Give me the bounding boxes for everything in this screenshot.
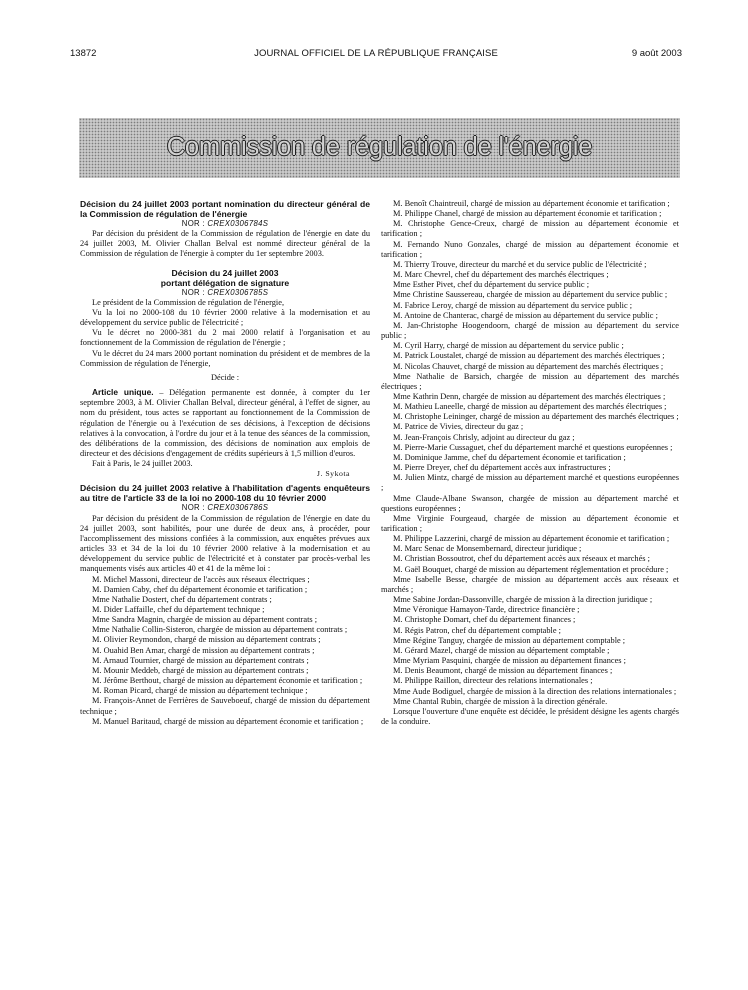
agent-entry: M. Pierre Dreyer, chef du département accès aux infrastructures ; (393, 463, 611, 473)
section-banner (79, 118, 680, 178)
right-column (381, 199, 679, 727)
issue-date: 9 août 2003 (631, 48, 682, 59)
agent-entry: Mme Claude-Albane Swanson, chargée de mission au département marché et questions européennes ; (381, 493, 679, 513)
decision-2-article: Article unique. – Délégation permanente est donnée, à compter du 1er septembre 2003, à M. Olivier Challan Belval, directeur général, à l'effet de signer, au nom du président, tous actes se rapportant au fonctionnement de la Commission de régulation de l'énergie ou à l'exécution de ses décisions, à l'exception de décisions relatives à la convocation, à l'ordre du jour et à la tenue des séances de la commission, des délibérations de la commission, des décisions de nomination aux emplois de directeur et des décisions d'engagement de crédits supérieurs à 1,5 million d'euros. (80, 387, 370, 458)
agent-entry: M. Benoît Chaintreuil, chargé de mission au département économie et tarification ; (393, 199, 670, 208)
agent-entry: M. Philippe Raillon, directeur des relations internationales ; (393, 676, 593, 686)
left-column (80, 199, 370, 727)
decision-1-title: Décision du 24 juillet 2003 portant nomination du directeur général de la Commission de régulation de l'énergie (80, 199, 370, 219)
agent-entry: M. Dider Laffaille, chef du département technique ; (92, 605, 265, 614)
agent-entry: M. Jean-François Chrisly, adjoint au directeur du gaz ; (393, 432, 575, 442)
agent-entry: M. Manuel Baritaud, chargé de mission au département économie et tarification ; (92, 716, 364, 726)
agent-entry: Mme Christine Saussereau, chargée de mission au département du service public ; (393, 290, 668, 300)
agent-entry: M. Roman Picard, chargé de mission au département technique ; (92, 686, 308, 696)
agent-entry: M. Pierre-Marie Cussaguet, chef du département marché et questions européennes ; (393, 442, 673, 452)
agent-entry: M. Marc Senac de Monsembernard, directeur juridique ; (393, 544, 582, 554)
agent-entry: M. Nicolas Chauvet, chargé de mission au département des marchés électriques ; (393, 361, 664, 371)
decision-1-text: Par décision du président de la Commission de régulation de l'énergie en date du 24 juillet 2003, M. Olivier Challan Belval est nommé directeur général de la Commission de régulation de l'énergie à compter du 1er septembre 2003. (80, 229, 370, 259)
agent-entry: M. Marc Chevrel, chef du département des marchés électriques ; (393, 270, 609, 280)
agent-entry: Mme Virginie Fourgeaud, chargée de mission au département économie et tarification ; (381, 513, 679, 533)
decision-2-p2: Vu la loi no 2000-108 du 10 février 2000 relative à la modernisation et au développement du service public de l'électricité ; (80, 307, 370, 328)
agent-entry: M. François-Annet de Ferrières de Sauveboeuf, chargé de mission du département technique ; (80, 696, 370, 716)
decision-3-title: Décision du 24 juillet 2003 relative à l'habilitation d'agents enquêteurs au titre de l'article 33 de la loi no 2000-108 du 10 février 2000 (80, 483, 370, 504)
closing-text: Lorsque l'ouverture d'une enquête est décidée, le président désigne les agents chargés de la conduire. (381, 706, 679, 726)
journal-title: JOURNAL OFFICIEL DE LA RÉPUBLIQUE FRANÇAISE (254, 48, 498, 59)
decision-2-p4: Vu le décret du 24 mars 2000 portant nomination du président et de membres de la Commission de régulation de l'énergie, (80, 348, 370, 368)
decision-2-title-2: portant délégation de signature (160, 277, 290, 288)
agent-entry: M. Julien Mintz, chargé de mission au département marché et questions européennes ; (381, 473, 679, 493)
agent-entry: M. Thierry Trouve, directeur du marché et du service public de l'électricité ; (393, 259, 647, 269)
agent-entry: M. Dominique Jamme, chef du département économie et tarification ; (393, 452, 626, 462)
agent-entry: M. Fabrice Leroy, chargé de mission au département du service public ; (393, 300, 633, 310)
agent-entry: Mme Kathrin Denn, chargée de mission au département des marchés électriques ; (393, 391, 666, 401)
agent-entry: Mme Myriam Pasquini, chargée de mission au département finances ; (393, 656, 626, 666)
agent-entry: M. Christian Bossoutrot, chef du département accès aux réseaux et marchés ; (393, 554, 650, 564)
banner-title: Commission de régulation de l'énergie (166, 133, 593, 161)
right-agent-list (381, 199, 679, 707)
agent-entry: Mme Nathalie Collin-Sisteron, chargée de mission au département contrats ; (92, 625, 348, 635)
decision-2-title-1: Décision du 24 juillet 2003 (171, 267, 279, 278)
agent-entry: Mme Véronique Hamayon-Tarde, directrice financière ; (393, 605, 580, 615)
agent-entry: M. Ouahid Ben Amar, chargé de mission au département contrats ; (92, 645, 315, 655)
decision-2-signature: J. Sykota (316, 469, 350, 479)
agent-entry: Mme Isabelle Besse, chargée de mission au département accès aux réseaux et marchés ; (381, 574, 679, 594)
agent-entry: M. Gérard Mazel, chargé de mission au département comptable ; (393, 645, 610, 655)
left-agent-list (80, 575, 370, 727)
agent-entry: M. Patrick Loustalet, chargé de mission au département des marchés électriques ; (393, 351, 665, 361)
agent-entry: M. Patrice de Vivies, directeur du gaz ; (393, 422, 524, 432)
decision-2-nor: NOR : CREX0306785S (181, 287, 269, 297)
agent-entry: Mme Nathalie de Barsich, chargée de mission au département des marchés électriques ; (381, 371, 679, 391)
agent-entry: Mme Nathalie Dostert, chef du département contrats ; (92, 594, 272, 604)
decision-2-decide: Décide : (210, 372, 240, 382)
agent-entry: M. Denis Beaumont, chargé de mission au département finances ; (393, 666, 613, 676)
agent-entry: M. Damien Caby, chef du département économie et tarification ; (92, 584, 308, 594)
agent-entry: Mme Aude Bodiguel, chargée de mission à la direction des relations internationales ; (393, 686, 677, 696)
agent-entry: M. Philippe Lazzerini, chargé de mission au département économie et tarification ; (393, 534, 670, 544)
agent-entry: Mme Sandra Magnin, chargée de mission au département contrats ; (92, 615, 318, 625)
agent-entry: Mme Régine Tanguy, chargée de mission au département comptable ; (393, 635, 626, 645)
agent-entry: M. Olivier Reymondon, chargé de mission au département contrats ; (92, 635, 321, 645)
decision-3-nor: NOR : CREX0306786S (181, 503, 269, 513)
agent-entry: Mme Esther Pivet, chef du département du service public ; (393, 280, 590, 290)
agent-entry: M. Antoine de Chanterac, chargé de mission au département du service public ; (393, 310, 658, 320)
decision-2-fait: Fait à Paris, le 24 juillet 2003. (92, 459, 193, 469)
agent-entry: M. Michel Massoni, directeur de l'accès aux réseaux électriques ; (92, 574, 310, 584)
agent-entry: M. Christophe Leininger, chargé de mission au département des marchés électriques ; (393, 412, 679, 422)
agent-entry: Mme Chantal Rubin, chargée de mission à la direction générale. (393, 696, 608, 706)
page-number: 13872 (70, 48, 97, 59)
agent-entry: M. Fernando Nuno Gonzales, chargé de mission au département économie et tarification ; (381, 239, 679, 259)
agent-entry: M. Jérôme Berthout, chargé de mission au département économie et tarification ; (92, 676, 363, 686)
agent-entry: M. Mounir Meddeb, chargé de mission au département contrats ; (92, 665, 309, 675)
agent-entry: M. Jan-Christophe Hoogendoorn, chargé de mission au département du service public ; (381, 320, 679, 341)
agent-entry: M. Christophe Domart, chef du département finances ; (393, 615, 576, 625)
agent-entry: M. Cyril Harry, chargé de mission au département du service public ; (393, 341, 624, 351)
decision-2-p1: Le président de la Commission de régulation de l'énergie, (92, 297, 285, 307)
agent-entry: M. Christophe Gence-Creux, chargé de mission au département économie et tarification ; (381, 219, 679, 239)
agent-entry: M. Philippe Chanel, chargé de mission au département économie et tarification ; (393, 209, 662, 219)
decision-1-nor: NOR : CREX0306784S (181, 219, 269, 228)
agent-entry: M. Arnaud Tournier, chargé de mission au département contrats ; (92, 655, 309, 665)
decision-2-p3: Vu le décret no 2000-381 du 2 mai 2000 relatif à l'organisation et au fonctionnement de la Commission de régulation de l'énergie ; (80, 328, 370, 348)
decision-3-text: Par décision du président de la Commission de régulation de l'énergie en date du 24 juillet 2003, sont habilités, pour une durée de deux ans, à procéder, pour l'accomplissement des missions confiées à la commission, aux enquêtes prévues aux articles 33 et 34 de la loi du 10 février 2000 relative à la modernisation et au développement du service public de l'électricité et à constater par procès-verbal les manquements visés aux articles 40 et 41 de la même loi : (80, 513, 370, 574)
running-header (70, 48, 682, 62)
agent-entry: Mme Sabine Jordan-Dassonville, chargée de mission à la direction juridique ; (393, 595, 653, 605)
agent-entry: M. Mathieu Laneelle, chargé de mission au département des marchés électriques ; (393, 402, 667, 412)
agent-entry: M. Gaël Bouquet, chargé de mission au département réglementation et procédure ; (393, 564, 669, 574)
agent-entry: M. Régis Patron, chef du département comptable ; (393, 625, 561, 635)
